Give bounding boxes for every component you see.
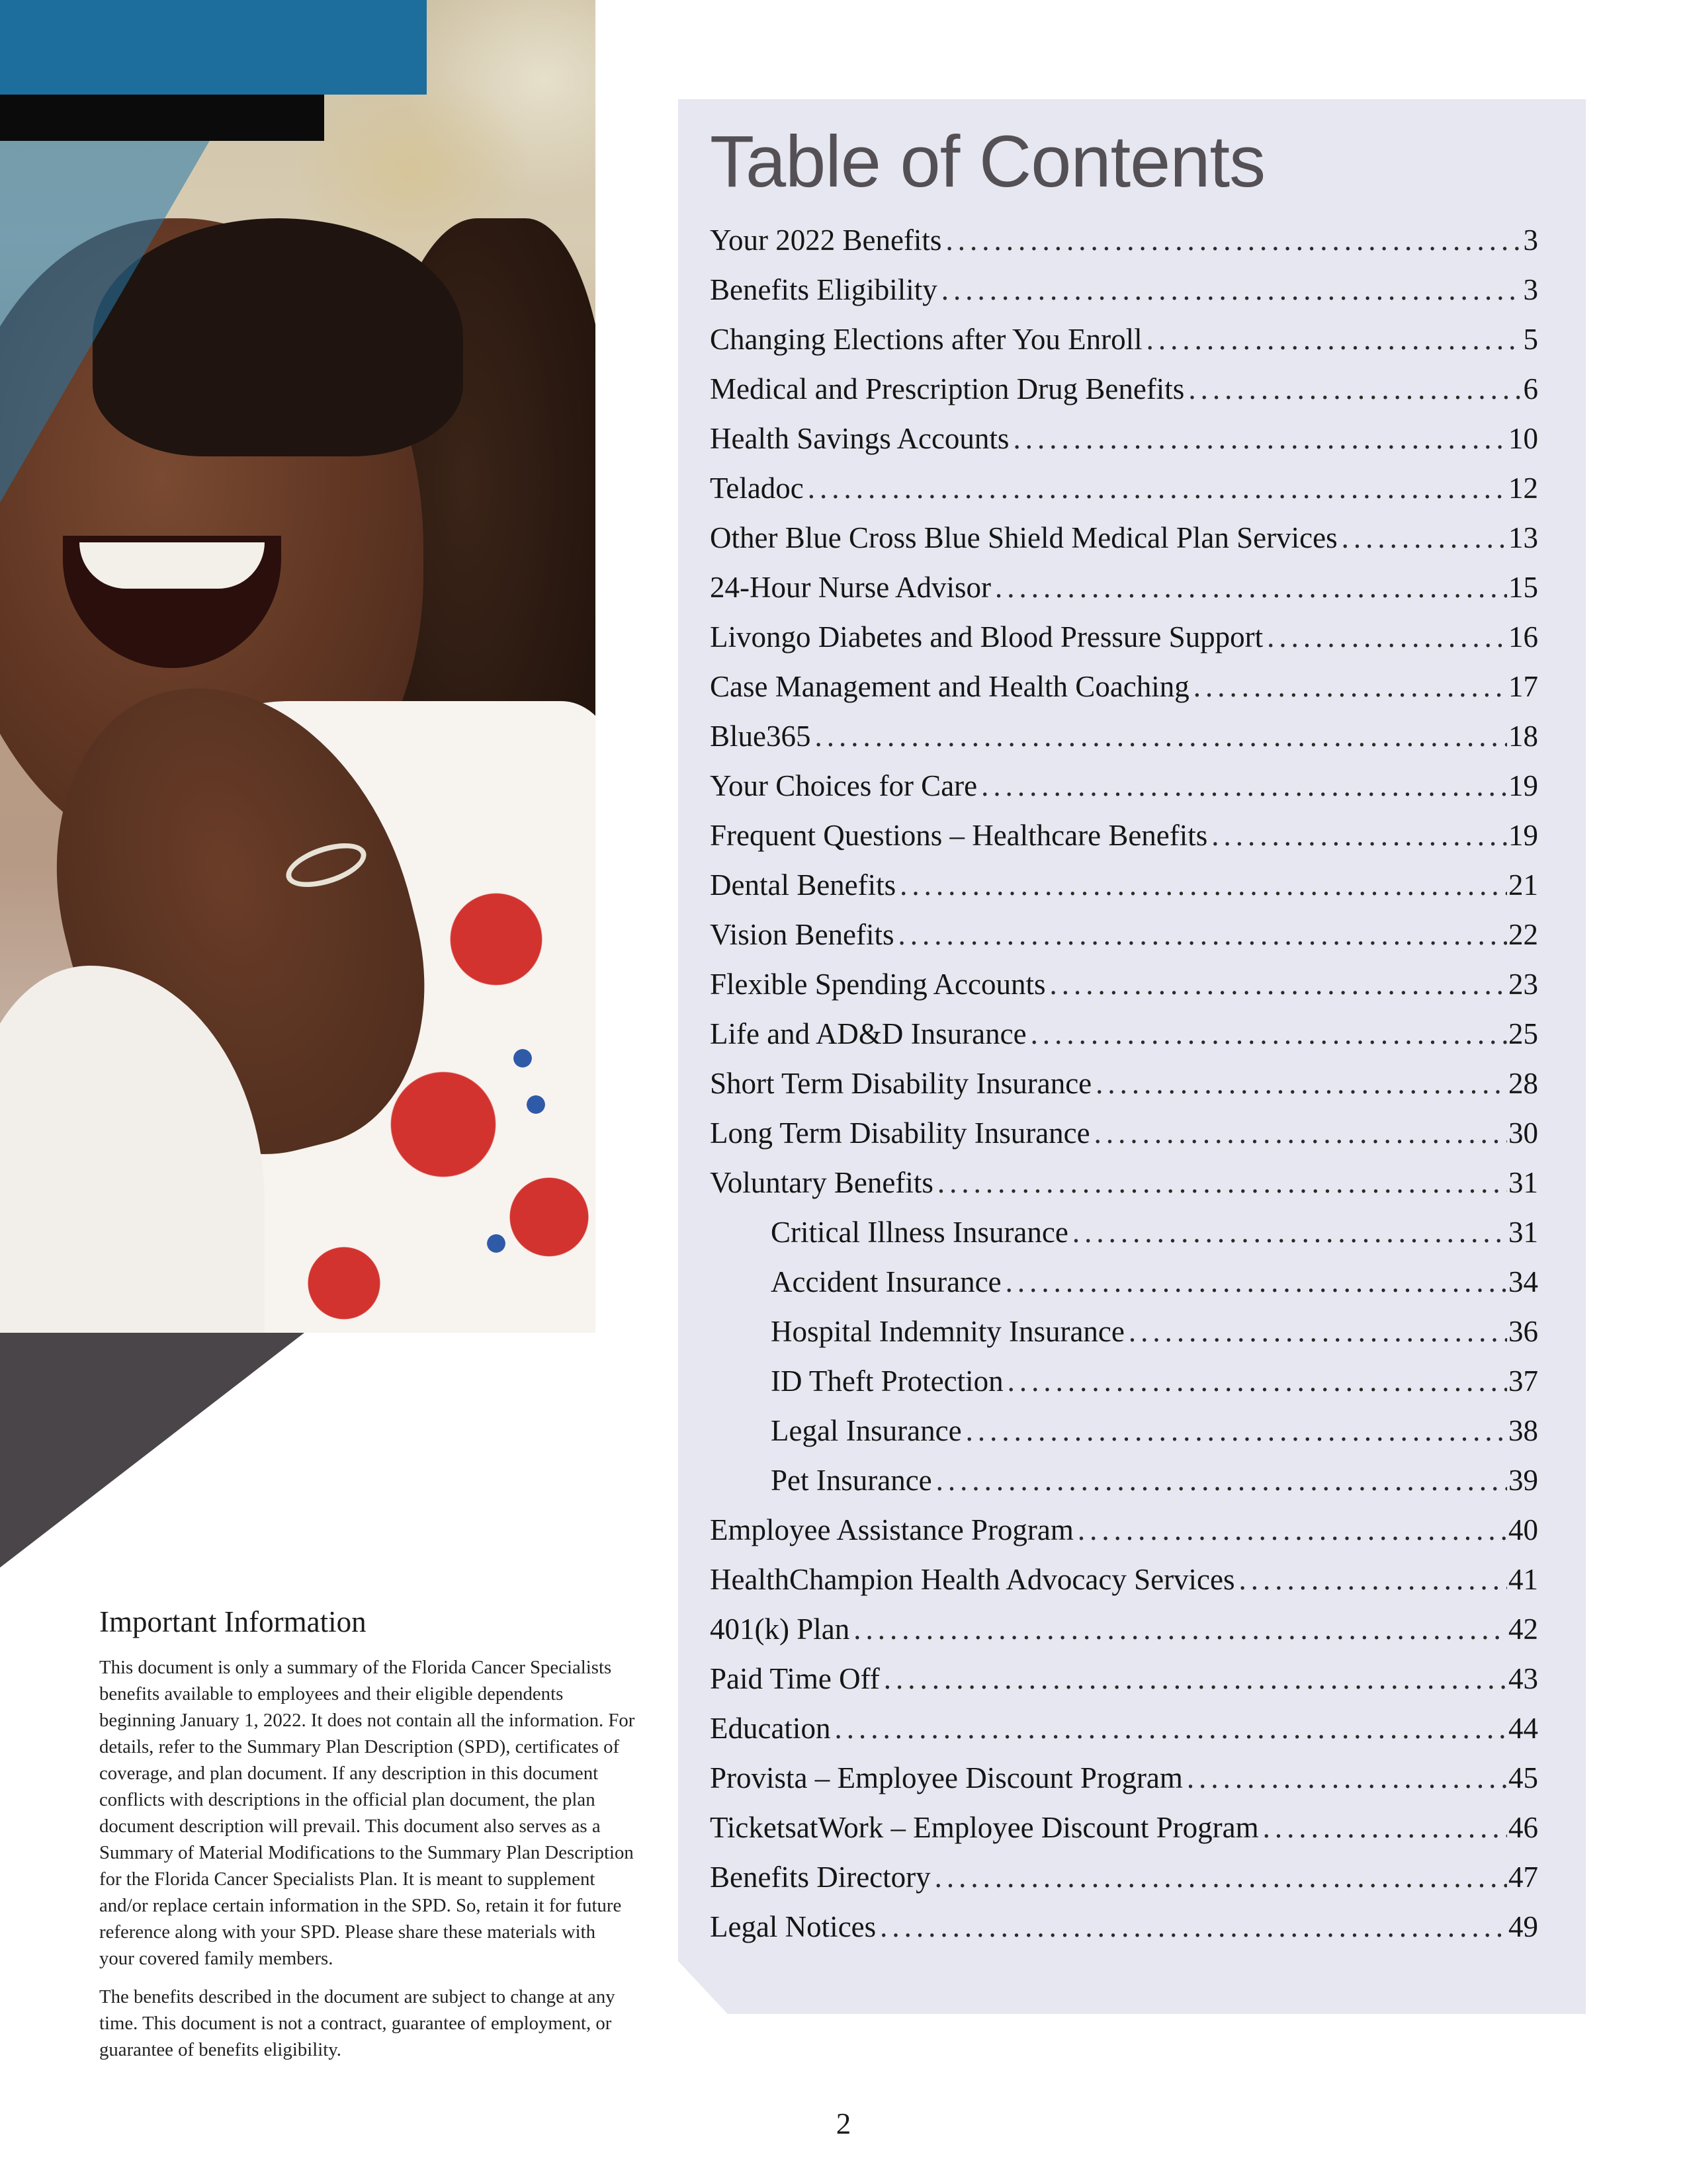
toc-dot-leader bbox=[853, 1605, 1507, 1654]
toc-entry-label: HealthChampion Health Advocacy Services bbox=[710, 1563, 1235, 1596]
toc-entry-page: 45 bbox=[1508, 1761, 1538, 1794]
toc-entry[interactable] bbox=[710, 1505, 1538, 1555]
toc-entry[interactable] bbox=[710, 265, 1538, 315]
toc-entry-label: Other Blue Cross Blue Shield Medical Plan Services bbox=[710, 521, 1338, 554]
toc-entry-label: Vision Benefits bbox=[710, 918, 894, 951]
toc-entry-label: Medical and Prescription Drug Benefits bbox=[710, 372, 1185, 405]
toc-entry[interactable] bbox=[710, 1704, 1538, 1753]
toc-dot-leader bbox=[1096, 1059, 1507, 1109]
toc-dot-leader bbox=[898, 910, 1507, 960]
toc-entry[interactable] bbox=[710, 960, 1538, 1009]
toc-entry-label: Short Term Disability Insurance bbox=[710, 1067, 1092, 1100]
toc-dot-leader bbox=[884, 1654, 1507, 1704]
toc-entry-page: 25 bbox=[1508, 1017, 1538, 1050]
toc-entry-page: 15 bbox=[1508, 571, 1538, 604]
toc-dot-leader bbox=[937, 1158, 1507, 1208]
toc-entry-page: 31 bbox=[1508, 1166, 1538, 1199]
toc-dot-leader bbox=[1187, 1753, 1507, 1803]
toc-entry[interactable] bbox=[710, 1009, 1538, 1059]
toc-entry-page: 43 bbox=[1508, 1662, 1538, 1695]
toc-entry-page: 37 bbox=[1508, 1365, 1538, 1398]
toc-dot-leader bbox=[1342, 513, 1507, 563]
toc-entry[interactable] bbox=[710, 1555, 1538, 1605]
toc-entry-page: 22 bbox=[1508, 918, 1538, 951]
toc-entry-page: 30 bbox=[1508, 1116, 1538, 1150]
toc-dot-leader bbox=[834, 1704, 1507, 1753]
toc-entry-label: Education bbox=[710, 1712, 831, 1745]
toc-entry[interactable] bbox=[710, 1902, 1538, 1952]
toc-entry[interactable] bbox=[710, 1307, 1538, 1357]
toc-entry-page: 38 bbox=[1508, 1414, 1538, 1447]
toc-list bbox=[710, 216, 1538, 1952]
toc-entry-label: Employee Assistance Program bbox=[710, 1513, 1074, 1546]
toc-entry-page: 16 bbox=[1508, 620, 1538, 653]
toc-dot-leader bbox=[1013, 414, 1507, 464]
toc-entry-label: 24-Hour Nurse Advisor bbox=[710, 571, 991, 604]
toc-entry-label: Life and AD&D Insurance bbox=[710, 1017, 1027, 1050]
toc-entry-page: 19 bbox=[1508, 819, 1538, 852]
toc-entry-label: Your 2022 Benefits bbox=[710, 224, 942, 257]
toc-entry-page: 41 bbox=[1508, 1563, 1538, 1596]
toc-entry-label: Case Management and Health Coaching bbox=[710, 670, 1190, 703]
toc-entry[interactable] bbox=[710, 1654, 1538, 1704]
toc-entry-label: Health Savings Accounts bbox=[710, 422, 1010, 455]
important-information-paragraph: The benefits described in the document are subject to change at any time. This document is not a contract, guarantee of employment, or guarantee of benefits eligibility. bbox=[99, 1986, 615, 2060]
toc-dot-leader bbox=[1211, 811, 1507, 861]
toc-entry-page: 21 bbox=[1508, 868, 1538, 902]
toc-dot-leader bbox=[945, 216, 1522, 265]
toc-dot-leader bbox=[936, 1456, 1507, 1505]
toc-entry[interactable] bbox=[710, 1753, 1538, 1803]
toc-dot-leader bbox=[1263, 1803, 1507, 1853]
toc-dot-leader bbox=[1129, 1307, 1507, 1357]
toc-entry-page: 3 bbox=[1523, 224, 1538, 257]
toc-dot-leader bbox=[1094, 1109, 1507, 1158]
toc-entry-label: Benefits Directory bbox=[710, 1861, 931, 1894]
toc-dot-leader bbox=[1146, 315, 1522, 364]
page-number: 2 bbox=[836, 2107, 851, 2140]
accent-bar-black bbox=[0, 95, 324, 141]
toc-entry-page: 47 bbox=[1508, 1861, 1538, 1894]
toc-dot-leader bbox=[815, 712, 1508, 761]
toc-entry[interactable] bbox=[710, 1109, 1538, 1158]
toc-dot-leader bbox=[1008, 1357, 1507, 1406]
toc-entry-page: 17 bbox=[1508, 670, 1538, 703]
toc-entry-page: 39 bbox=[1508, 1464, 1538, 1497]
toc-entry[interactable] bbox=[710, 662, 1538, 712]
toc-entry-label: Paid Time Off bbox=[710, 1662, 880, 1695]
toc-entry-label: Hospital Indemnity Insurance bbox=[771, 1315, 1125, 1348]
toc-entry[interactable] bbox=[710, 1853, 1538, 1902]
toc-entry[interactable] bbox=[710, 315, 1538, 364]
cover-photo bbox=[0, 0, 595, 1333]
toc-entry[interactable] bbox=[710, 563, 1538, 612]
toc-entry-label: Blue365 bbox=[710, 720, 811, 753]
toc-entry-label: ID Theft Protection bbox=[771, 1365, 1004, 1398]
toc-dot-leader bbox=[1031, 1009, 1507, 1059]
toc-entry-page: 13 bbox=[1508, 521, 1538, 554]
toc-entry-label: Legal Notices bbox=[710, 1910, 877, 1943]
toc-entry[interactable] bbox=[710, 1803, 1538, 1853]
toc-dot-leader bbox=[981, 761, 1507, 811]
toc-entry[interactable] bbox=[710, 612, 1538, 662]
toc-entry-page: 5 bbox=[1523, 323, 1538, 356]
toc-entry[interactable] bbox=[710, 364, 1538, 414]
toc-entry-page: 36 bbox=[1508, 1315, 1538, 1348]
toc-entry-label: Flexible Spending Accounts bbox=[710, 968, 1046, 1001]
toc-entry[interactable] bbox=[710, 1605, 1538, 1654]
toc-entry-page: 18 bbox=[1508, 720, 1538, 753]
toc-entry[interactable] bbox=[710, 910, 1538, 960]
toc-entry-page: 46 bbox=[1508, 1811, 1538, 1844]
toc-entry-page: 19 bbox=[1508, 769, 1538, 802]
toc-entry[interactable] bbox=[710, 513, 1538, 563]
toc-entry-page: 3 bbox=[1523, 273, 1538, 306]
toc-dot-leader bbox=[941, 265, 1522, 315]
toc-entry-label: Benefits Eligibility bbox=[710, 273, 937, 306]
toc-entry-page: 12 bbox=[1508, 472, 1538, 505]
toc-entry-page: 44 bbox=[1508, 1712, 1538, 1745]
toc-title: Table of Contents bbox=[710, 121, 1266, 202]
toc-entry-page: 42 bbox=[1508, 1613, 1538, 1646]
toc-entry[interactable] bbox=[710, 1406, 1538, 1456]
toc-dot-leader bbox=[966, 1406, 1507, 1456]
toc-entry[interactable] bbox=[710, 712, 1538, 761]
toc-dot-leader bbox=[1239, 1555, 1507, 1605]
toc-dot-leader bbox=[1072, 1208, 1507, 1257]
toc-entry-page: 6 bbox=[1523, 372, 1538, 405]
toc-entry-label: Provista – Employee Discount Program bbox=[710, 1761, 1183, 1794]
toc-entry-label: Accident Insurance bbox=[771, 1265, 1002, 1298]
toc-entry[interactable] bbox=[710, 1158, 1538, 1208]
accent-triangle bbox=[0, 1333, 304, 1568]
toc-dot-leader bbox=[1049, 960, 1507, 1009]
toc-dot-leader bbox=[880, 1902, 1507, 1952]
important-information-paragraph: This document is only a summary of the Florida Cancer Specialists benefits available to employees and their eligible dependents beginning January 1, 2022. It does not contain all the information. For details, refer to the Summary Plan Description (SPD), certificates of coverage, and plan document. If any description in this document conflicts with descriptions in the official plan document, the plan document description will prevail. This document also serves as a Summary of Material Modifications to the Summary Plan Description for the Florida Cancer Specialists Plan. It is meant to supplement and/or replace certain information in the SPD. So, retain it for future reference along with your SPD. Please share these materials with your covered family members. bbox=[99, 1657, 635, 1969]
toc-entry[interactable] bbox=[710, 861, 1538, 910]
toc-entry-label: Frequent Questions – Healthcare Benefits bbox=[710, 819, 1208, 852]
toc-dot-leader bbox=[808, 464, 1507, 513]
toc-dot-leader bbox=[935, 1853, 1507, 1902]
toc-entry[interactable] bbox=[710, 761, 1538, 811]
toc-entry[interactable] bbox=[710, 1456, 1538, 1505]
toc-entry[interactable] bbox=[710, 1357, 1538, 1406]
toc-entry-page: 28 bbox=[1508, 1067, 1538, 1100]
toc-entry-page: 31 bbox=[1508, 1216, 1538, 1249]
toc-dot-leader bbox=[1193, 662, 1507, 712]
toc-entry-label: Long Term Disability Insurance bbox=[710, 1116, 1090, 1150]
toc-dot-leader bbox=[1006, 1257, 1507, 1307]
toc-entry-page: 40 bbox=[1508, 1513, 1538, 1546]
photo-teeth bbox=[79, 542, 265, 589]
toc-entry-page: 10 bbox=[1508, 422, 1538, 455]
toc-dot-leader bbox=[1267, 612, 1507, 662]
toc-dot-leader bbox=[995, 563, 1507, 612]
toc-entry-page: 34 bbox=[1508, 1265, 1538, 1298]
toc-entry[interactable] bbox=[710, 216, 1538, 265]
toc-entry-page: 23 bbox=[1508, 968, 1538, 1001]
toc-dot-leader bbox=[1188, 364, 1522, 414]
toc-entry[interactable] bbox=[710, 1059, 1538, 1109]
toc-entry-label: Pet Insurance bbox=[771, 1464, 932, 1497]
toc-entry[interactable] bbox=[710, 464, 1538, 513]
toc-entry-label: Legal Insurance bbox=[771, 1414, 962, 1447]
toc-entry-label: Voluntary Benefits bbox=[710, 1166, 933, 1199]
toc-entry-label: Critical Illness Insurance bbox=[771, 1216, 1068, 1249]
toc-entry-label: TicketsatWork – Employee Discount Program bbox=[710, 1811, 1259, 1844]
toc-entry-label: Your Choices for Care bbox=[710, 769, 978, 802]
toc-dot-leader bbox=[1078, 1505, 1507, 1555]
toc-entry-label: Livongo Diabetes and Blood Pressure Support bbox=[710, 620, 1264, 653]
photo-woman-hair bbox=[93, 218, 463, 456]
toc-entry-label: 401(k) Plan bbox=[710, 1613, 850, 1646]
important-information-title: Important Information bbox=[99, 1605, 367, 1638]
toc-entry-label: Teladoc bbox=[710, 472, 804, 505]
toc-entry-page: 49 bbox=[1508, 1910, 1538, 1943]
accent-bar-blue bbox=[0, 0, 427, 95]
toc-entry-label: Changing Elections after You Enroll bbox=[710, 323, 1143, 356]
important-information bbox=[99, 1604, 635, 2075]
toc-entry[interactable] bbox=[710, 811, 1538, 861]
toc-dot-leader bbox=[900, 861, 1507, 910]
toc-entry[interactable] bbox=[710, 1257, 1538, 1307]
toc-entry[interactable] bbox=[710, 414, 1538, 464]
toc-entry[interactable] bbox=[710, 1208, 1538, 1257]
toc-entry-label: Dental Benefits bbox=[710, 868, 896, 902]
